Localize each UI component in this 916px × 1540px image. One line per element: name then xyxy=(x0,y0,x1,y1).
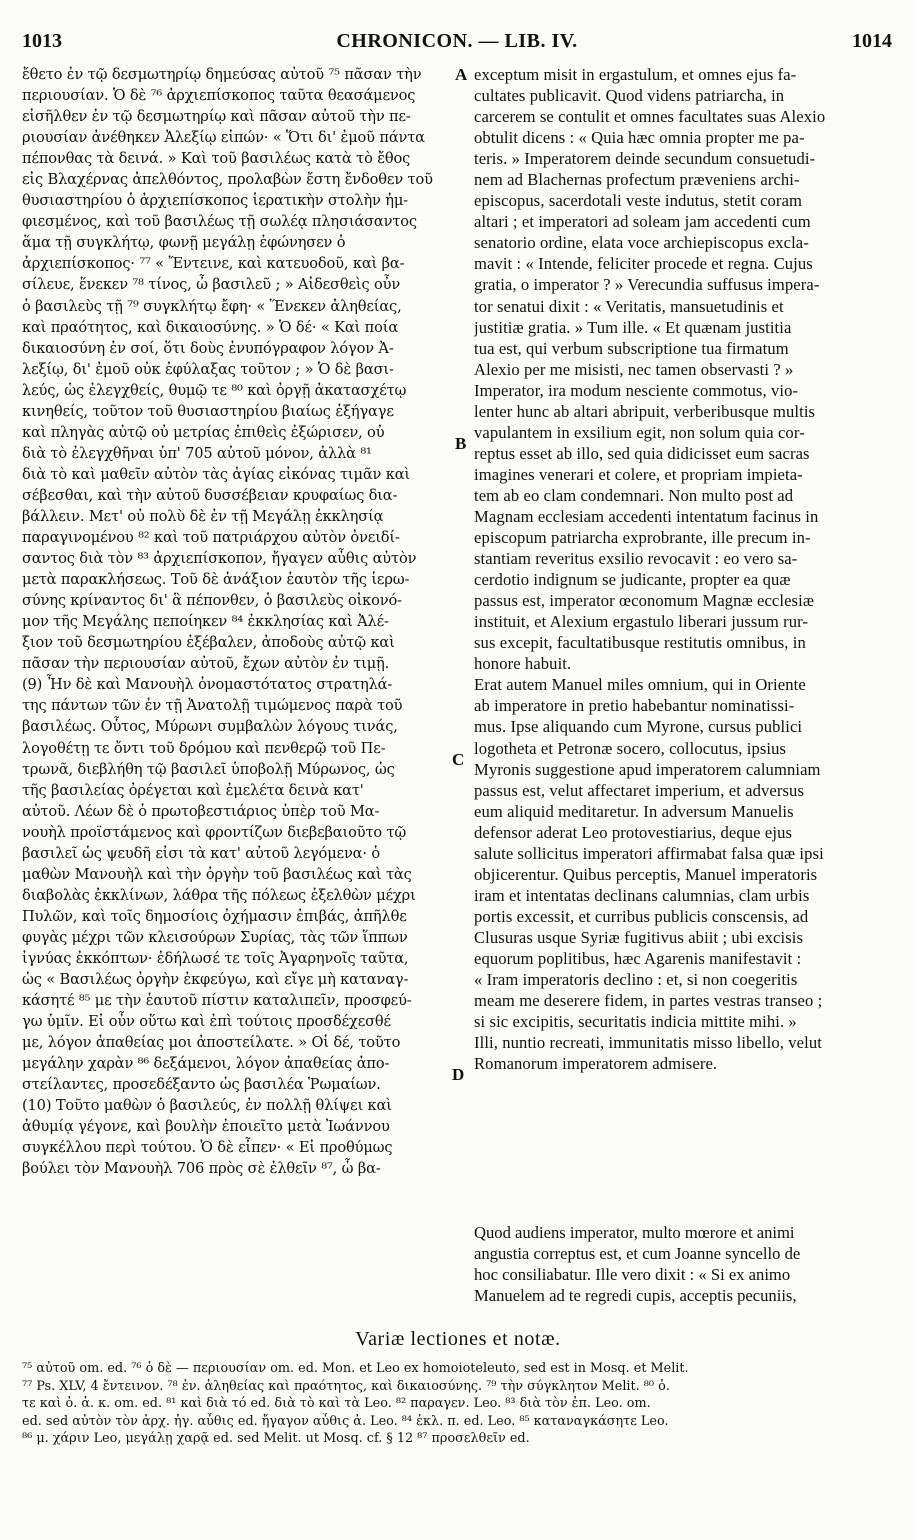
greek-text-line: τρωνᾶ, διεβλήθη τῷ βασιλεῖ ὑποβολῇ Μύρωνος, ὡς xyxy=(22,760,395,778)
greek-column xyxy=(22,64,452,1179)
latin-text-line: instituit, et Alexium ergastulo liberari jussum rur- xyxy=(474,612,809,632)
latin-text-line: Clusuras usque Syriæ fugitivus abiit ; ubi excisis xyxy=(474,927,804,947)
latin-text-line: meam me deserere fidem, in partes vestras transeo ; xyxy=(474,991,823,1011)
note-line: ed. sed αὐτὸν τὸν ἀρχ. ἠγ. αὖθις ed. ἤγαγον αὖθις ἀ. Leo. ⁸⁴ ἐκλ. π. ed. Leo. ⁸⁵ καταναγκάσητε Leo. xyxy=(22,1413,669,1429)
greek-text-line: σαντος διὰ τὸν ⁸³ ἀρχιεπίσκοπον, ἤγαγεν αὖθις αὐτὸν xyxy=(22,550,417,568)
greek-text-line: ἅμα τῇ συγκλήτῳ, φωνῇ μεγάλῃ ἐφώνησεν ὁ xyxy=(22,234,346,252)
greek-text-line: (10) Τοῦτο μαθὼν ὁ βασιλεύς, ἐν πολλῇ θλίψει καὶ xyxy=(22,1097,392,1115)
latin-text-line: Imperator, ira modum nesciente commotus, vio- xyxy=(474,380,799,400)
note-line: τε καὶ ὀ. ἀ. κ. om. ed. ⁸¹ καὶ διὰ τό ed. διὰ τὸ καὶ τὰ Leo. ⁸² παραγεν. Leo. ⁸³ διὰ τὸν ἐπ. Leo. om. xyxy=(22,1396,651,1411)
latin-text-line: defensor aderat Leo protovestiarius, deque ejus xyxy=(474,822,793,842)
latin-text-line: Alexio per me misisti, nec tamen observasti ? » xyxy=(474,359,794,379)
greek-text-line: βασιλέως. Οὗτος, Μύρωνι συμβαλὼν λόγους τινάς, xyxy=(22,718,398,736)
latin-text-line: nem ad Blachernas profectum præveniens archi- xyxy=(474,170,800,190)
greek-text-line: με, λόγον ἀπαθείας μοι ἀποστείλατε. » Οἱ δέ, τοῦτο xyxy=(22,1034,401,1052)
latin-text-line: senatorio ordine, elata voce archiepiscopus excla- xyxy=(474,233,809,253)
latin-text-line: objicerentur. Quibus perceptis, Manuel imperatoris xyxy=(474,864,818,884)
notes-title: Variæ lectiones et notæ. xyxy=(355,1328,561,1350)
latin-text-line: Romanorum imperatorem admisere. xyxy=(474,1054,718,1074)
latin-text-line: Illi, nuntio recreati, immunitatis misso libello, velut xyxy=(474,1033,822,1053)
greek-text-line: ἔθετο ἐν τῷ δεσμωτηρίῳ δημεύσας αὐτοῦ ⁷⁵ πᾶσαν τὴν xyxy=(22,66,422,83)
greek-text-line: ἀρχιεπίσκοπος· ⁷⁷ « Ἔντεινε, καὶ κατευοδοῦ, καὶ βα- xyxy=(22,255,405,273)
greek-text-line: ριουσίαν ἀνέθηκεν Ἀλεξίῳ εἰπών· « Ὅτι δι' ἐμοῦ πάντα xyxy=(22,129,425,147)
latin-text-line: ab imperatore in pretio habebantur nominatissi- xyxy=(474,696,795,716)
latin-text-line: Erat autem Manuel miles omnium, qui in Oriente xyxy=(474,675,806,695)
greek-text-line: λεύς, ὡς ἐλεγχθείς, θυμῷ τε ⁸⁰ καὶ ὀργῇ ἀκατασχέτῳ xyxy=(22,381,407,399)
greek-text-line: της πάντων τῶν ἐν τῇ Ἀνατολῇ τιμώμενος παρὰ τοῦ xyxy=(22,697,403,715)
latin-column-continued xyxy=(474,1222,894,1306)
greek-text-line: στείλαντες, προσεδέξαντο ὡς βασιλέα Ῥωμαίων. xyxy=(22,1076,381,1094)
margin-letter-d: D xyxy=(452,1065,465,1084)
latin-text-line: lenter hunc ab altari abripuit, verberibusque multis xyxy=(474,401,816,421)
latin-text-line: obtulit dicens : « Quia hæc omnia propter me pa- xyxy=(474,128,805,148)
margin-letter-b: B xyxy=(455,434,467,453)
latin-column xyxy=(474,64,894,1074)
greek-text-line: φιεσμένος, καὶ τοῦ βασιλέως τῇ σωλέᾳ πλησιάσαντος xyxy=(22,213,417,231)
greek-text-line: διαβολὰς ἐκκλίνων, λάθρα τῆς πόλεως ἐξελθὼν μέχρι xyxy=(22,886,416,904)
greek-text-line: βάλλειν. Μετ' οὐ πολὺ δὲ ἐν τῇ Μεγάλῃ ἐκκλησίᾳ xyxy=(22,507,384,525)
variant-notes xyxy=(22,1360,896,1448)
latin-text-line: justitiæ gratia. » Tum ille. « Et quænam justitia xyxy=(474,317,792,337)
greek-text-line: φυγὰς μέχρι τῶν κλεισούρων Συρίας, τὰς τῶν ἵππων xyxy=(22,928,408,946)
latin-text-line: imagines venerari et colere, et propriam impieta- xyxy=(474,464,803,484)
greek-text-line: ὡς « Βασιλέως ὀργὴν ἐκφεύγω, καὶ εἴγε μὴ καταναγ- xyxy=(22,971,409,989)
greek-text-line: μον τῆς Μεγάλης πεποίηκεν ⁸⁴ ἐκκλησίας καὶ Ἀλέ- xyxy=(22,613,389,631)
greek-text-line: ὁ βασιλεὺς τῇ ⁷⁹ συγκλήτῳ ἔφη· « Ἕνεκεν ἀληθείας, xyxy=(22,297,402,315)
latin-text-line: cerdotio indignum se judicante, propter ea quæ xyxy=(474,570,791,590)
greek-text-line: συγκέλλου περὶ τούτου. Ὁ δὲ εἶπεν· « Εἰ προθύμως xyxy=(22,1139,393,1157)
greek-text-line: (9) Ἦν δὲ καὶ Μανουὴλ ὀνομαστότατος στρατηλά- xyxy=(22,676,393,694)
greek-text-line: Πυλῶν, καὶ τοῖς δημοσίοις ὀχήμασιν ἐπιβάς, ἀπῆλθε xyxy=(22,907,407,925)
latin-text-line: episcopus, sacerdotali veste indutus, stetit coram xyxy=(474,191,803,211)
page-number-left: 1013 xyxy=(22,30,62,52)
greek-text-line: ἀθυμίᾳ γέγονε, καὶ βουλὴν ἐποιεῖτο μετὰ Ἰωάννου xyxy=(22,1118,390,1136)
greek-text-line: διὰ τὸ ἐλεγχθῆναι ὑπ' 705 αὐτοῦ μόνον, ἀλλὰ ⁸¹ xyxy=(22,444,372,462)
latin-text-line: altari ; et imperatori ad soleam jam accedenti cum xyxy=(474,212,811,232)
latin-text-line: stantiam reveritus exsilio revocavit : eo vero sa- xyxy=(474,549,798,569)
greek-text-line: διὰ τὸ καὶ μαθεῖν αὐτὸν τὰς ἁγίας εἰκόνας τιμᾶν καὶ xyxy=(22,465,410,483)
greek-text-line: λογοθέτῃ τε ὄντι τοῦ δρόμου καὶ πενθερῷ τοῦ Πε- xyxy=(22,739,386,757)
greek-text-line: μετὰ παρακλήσεως. Τοῦ δὲ ἀνάξιον ἑαυτὸν τῆς ἱερω- xyxy=(22,571,410,589)
greek-text-line: λεξίῳ, δι' ἐμοῦ οὐκ ἐφύλαξας τοῦτον ; » Ὁ δὲ βασι- xyxy=(22,360,394,378)
greek-text-line: πᾶσαν τὴν περιουσίαν αὐτοῦ, ἔχων αὐτὸν ἐν τιμῇ. xyxy=(22,655,390,673)
greek-text-line: μαθὼν Μανουὴλ καὶ τὴν ὀργὴν τοῦ βασιλέως καὶ τὰς xyxy=(22,865,412,883)
greek-text-line: εἰς Βλαχέρνας ἀπελθόντος, προλαβὼν ἔστη ἔνδοθεν τοῦ xyxy=(22,171,433,189)
greek-text-line: ἰγνύας ἐκκόπτων· ἐδήλωσέ τε τοῖς Ἀγαρηνοῖς ταῦτα, xyxy=(22,949,409,967)
greek-text-line: νουὴλ προϊστάμενος καὶ φροντίζων διεβεβαιοῦτο τῷ xyxy=(22,823,407,841)
latin-text-line: Quod audiens imperator, multo mœrore et animi xyxy=(474,1223,795,1242)
latin-text-line: gratia, o imperator ? » Verecundia suffusus impera- xyxy=(474,275,820,295)
note-line: ⁷⁵ αὐτοῦ om. ed. ⁷⁶ ὁ δὲ — περιουσίαν om. ed. Mon. et Leo ex homoioteleuto, sed est in Mosq. et Melit. xyxy=(22,1361,689,1376)
latin-text-line: teris. » Imperatorem deinde secundum consuetudi- xyxy=(474,149,816,169)
latin-text-line: mavit : « Intende, feliciter procede et regna. Cujus xyxy=(474,254,813,274)
latin-text-line: eum aliquid meditaretur. In adversum Manuelis xyxy=(474,801,794,821)
margin-letter-c: C xyxy=(452,750,465,769)
greek-text-line: βασιλεῖ ὡς ψευδῆ εἰσι τὰ κατ' αὐτοῦ λεγόμενα· ὁ xyxy=(22,844,380,862)
greek-text-line: δικαιοσύνη ἐν σοί, ὅτι δοὺς ἐνυπόγραφον λόγον Ἀ- xyxy=(22,339,394,357)
greek-text-line: αὐτοῦ. Λέων δὲ ὁ πρωτοβεστιάριος ὑπὲρ τοῦ Μα- xyxy=(22,802,380,820)
latin-text-line: passus est, imperator œconomum Magnæ ecclesiæ xyxy=(474,591,814,611)
latin-text-line: portis excessit, et curribus publicis conscensis, ad xyxy=(474,906,809,926)
latin-text-line: Manuelem ad te regredi cupis, acceptis pecuniis, xyxy=(474,1286,797,1306)
latin-text-line: hoc consiliabatur. Ille vero dixit : « Si ex animo xyxy=(474,1265,791,1285)
greek-text-line: τῆς βασιλείας ὀρέγεται καὶ ἐμελέτα δεινὰ κατ' xyxy=(22,781,364,799)
page-number-right: 1014 xyxy=(852,30,892,52)
latin-text-line: logotheta et Petronæ socero, collocutus, ipsius xyxy=(474,738,787,758)
latin-text-line: Magnam ecclesiam accedenti intentatum facinus in xyxy=(474,506,819,526)
latin-text-line: passus est, velut affectaret imperium, et adversus xyxy=(474,780,805,800)
latin-text-line: honore habuit. xyxy=(474,654,572,674)
greek-text-line: κινηθείς, τοῦτον τοῦ θυσιαστηρίου βιαίως ἐξήγαγε xyxy=(22,402,394,420)
latin-text-line: salute sollicitus imperatori affirmabat falsa quæ ipsi xyxy=(474,843,824,863)
greek-text-line: καὶ πληγὰς αὐτῷ οὐ μετρίας ἐπιθεὶς ἐξώρισεν, οὐ xyxy=(22,423,385,441)
latin-text-line: mus. Ipse aliquando cum Myrone, cursus publici xyxy=(474,717,803,737)
greek-text-line: βούλει τὸν Μανουὴλ 706 πρὸς σὲ ἐλθεῖν ⁸⁷, ὦ βα- xyxy=(22,1160,381,1178)
greek-text-line: σίλευε, ἕνεκεν ⁷⁸ τίνος, ὦ βασιλεῦ ; » Αἰδεσθεὶς οὖν xyxy=(22,276,401,294)
greek-text-line: καὶ πραότητος, καὶ δικαιοσύνης. » Ὁ δέ· « Καὶ ποία xyxy=(22,318,399,336)
note-line: ⁸⁶ μ. χάριν Leo, μεγάλῃ χαρᾷ ed. sed Melit. ut Mosq. cf. § 12 ⁸⁷ προσελθεῖν ed. xyxy=(22,1431,530,1446)
latin-text-line: angustia correptus est, et cum Joanne syncello de xyxy=(474,1244,801,1264)
latin-text-line: Myronis suggestione apud imperatorem calumniam xyxy=(474,759,821,779)
latin-text-line: episcopum patriarcha exprobrante, ille precum in- xyxy=(474,528,811,548)
latin-text-line: exceptum misit in ergastulum, et omnes ejus fa- xyxy=(474,65,797,84)
latin-text-line: « Iram imperatoris declino : et, si non coegeritis xyxy=(474,970,798,990)
latin-text-line: tem ab eo clam condemnari. Non multo post ad xyxy=(474,485,794,505)
greek-text-line: ξιον τοῦ δεσμωτηρίου ἐξέβαλεν, ἀποδοὺς αὐτῷ καὶ xyxy=(22,634,395,652)
latin-text-line: cultates publicavit. Quod videns patriarcha, in xyxy=(474,86,785,106)
latin-text-line: sus excepit, facultatibusque restitutis omnibus, in xyxy=(474,633,806,653)
greek-text-line: πέπονθας τὰ δεινά. » Καὶ τοῦ βασιλέως κατὰ τὸ ἔθος xyxy=(22,150,411,168)
latin-text-line: iram et intentatas declinans calumnias, clam urbis xyxy=(474,885,810,905)
greek-text-line: παραγινομένου ⁸² καὶ τοῦ πατριάρχου αὐτὸν ὀνειδί- xyxy=(22,529,400,547)
greek-text-line: εἰσῆλθεν ἐν τῷ δεσμωτηρίῳ καὶ πᾶσαν αὐτοῦ τὴν πε- xyxy=(22,108,411,126)
running-header xyxy=(22,30,892,60)
greek-text-line: θυσιαστηρίου ὁ ἀρχιεπίσκοπος ἱερατικὴν στολὴν ἠμ- xyxy=(22,192,408,210)
latin-text-line: tor senatui dixit : « Veritatis, mansuetudinis et xyxy=(474,296,784,316)
note-line: ⁷⁷ Ps. XLV, 4 ἔντεινον. ⁷⁸ ἐν. ἀληθείας καὶ πραότητος, καὶ δικαιοσύνης. ⁷⁹ τὴν σύγκλητον Melit. ⁸⁰ ὀ. xyxy=(22,1378,670,1394)
latin-text-line: reptus esset ab illo, sed quia didicisset eum sacras xyxy=(474,443,810,463)
greek-text-line: σέβεσθαι, καὶ τὴν αὐτοῦ δυσσέβειαν κρυφαίως δια- xyxy=(22,486,398,504)
latin-text-line: si sic excipitis, securitatis indicia mittite mihi. » xyxy=(474,1012,797,1032)
greek-text-line: κάσητέ ⁸⁵ με τὴν ἑαυτοῦ πίστιν καταλιπεῖν, προσφεύ- xyxy=(22,992,412,1010)
margin-letter-a: A xyxy=(455,65,468,84)
greek-text-line: γω ὑμῖν. Εἰ οὖν οὕτω καὶ ἐπὶ τούτοις προσδέχεσθέ xyxy=(22,1013,391,1031)
latin-text-line: tua est, qui verbum subscriptione tua firmatum xyxy=(474,338,789,358)
latin-text-line: equorum poplitibus, hæc Agarenis manifestavit : xyxy=(474,948,802,968)
latin-text-line: carcerem se contulit et omnes facultates suas Alexio xyxy=(474,107,826,127)
greek-text-line: μεγάλην χαρὰν ⁸⁶ δεξάμενοι, λόγον ἀπαθείας ἀπο- xyxy=(22,1055,390,1073)
latin-text-line: vapulantem in exsilium egit, non solum quia cor- xyxy=(474,422,805,442)
greek-text-line: περιουσίαν. Ὁ δὲ ⁷⁶ ἀρχιεπίσκοπος ταῦτα θεασάμενος xyxy=(22,87,416,105)
running-title: CHRONICON. — LIB. IV. xyxy=(336,30,578,52)
greek-text-line: σύνης κρίναντος δι' ἃ πέπονθεν, ὁ βασιλεὺς οἰκονό- xyxy=(22,592,402,610)
